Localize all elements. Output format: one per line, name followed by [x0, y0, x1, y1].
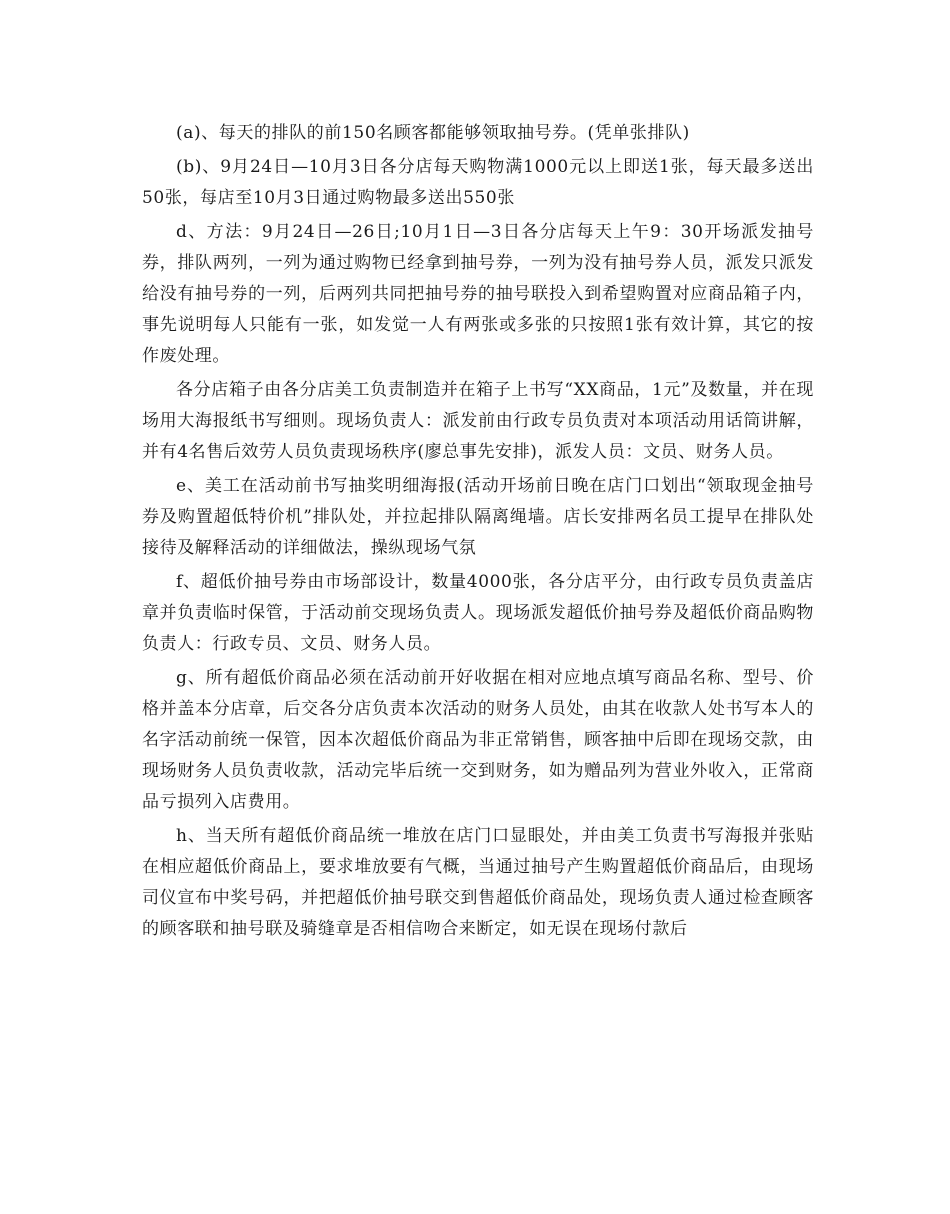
paragraph-coupon-design: f、超低价抽号券由市场部设计，数量4000张，各分店平分，由行政专员负责盖店章并负责临时保管，于活动前交现场负责人。现场派发超低价抽号券及超低价商品购物负责人：行政专员、文员、财务人员。: [142, 572, 814, 654]
paragraph-method: d、方法：9月24日—26日;10月1日—3日各分店每天上午9：30开场派发抽号券，排队两列，一列为通过购物已经拿到抽号券，一列为没有抽号券人员，派发只派发给没有抽号券的一列，后两列共同把抽号券的抽号联投入到希望购置对应商品箱子内，事先说明每人只能有一张，如发觉一人有两张或多张的只按照1张有效计算，其它的按作废处理。: [142, 222, 814, 366]
paragraph-display: h、当天所有超低价商品统一堆放在店门口显眼处，并由美工负责书写海报并张贴在相应超低价商品上，要求堆放要有气概，当通过抽号产生购置超低价商品后，由现场司仪宣布中奖号码，并把超低价抽号联交到售超低价商品处，现场负责人通过检查顾客的顾客联和抽号联及骑缝章是否相信吻合来断定，如无误在现场付款后: [142, 826, 814, 939]
paragraph-poster: e、美工在活动前书写抽奖明细海报(活动开场前日晚在店门口划出“领取现金抽号券及购置超低特价机”排队处，并拉起排队隔离绳墙。店长安排两名员工提早在排队处接待及解释活动的详细做法，操纵现场气氛: [142, 476, 814, 558]
document-body: [142, 118, 814, 948]
paragraph-receipts: g、所有超低价商品必须在活动前开好收据在相对应地点填写商品名称、型号、价格并盖本分店章，后交各分店负责本次活动的财务人员处，由其在收款人处书写本人的名字活动前统一保管，因本次超低价商品为非正常销售，顾客抽中后即在现场交款，由现场财务人员负责收款，活动完毕后统一交到财务，如为赠品列为营业外收入，正常商品亏损列入店费用。: [142, 668, 814, 812]
paragraph-purchase-coupon: (b)、9月24日—10月3日各分店每天购物满1000元以上即送1张，每天最多送出50张，每店至10月3日通过购物最多送出550张: [142, 157, 814, 208]
paragraph-boxes-and-staff: 各分店箱子由各分店美工负责制造并在箱子上书写“XX商品，1元”及数量，并在现场用大海报纸书写细则。现场负责人：派发前由行政专员负责对本项活动用话筒讲解，并有4名售后效劳人员负责现场秩序(廖总事先安排)，派发人员：文员、财务人员。: [142, 380, 814, 462]
paragraph-queue-coupon: (a)、每天的排队的前150名顾客都能够领取抽号券。(凭单张排队): [176, 123, 690, 143]
